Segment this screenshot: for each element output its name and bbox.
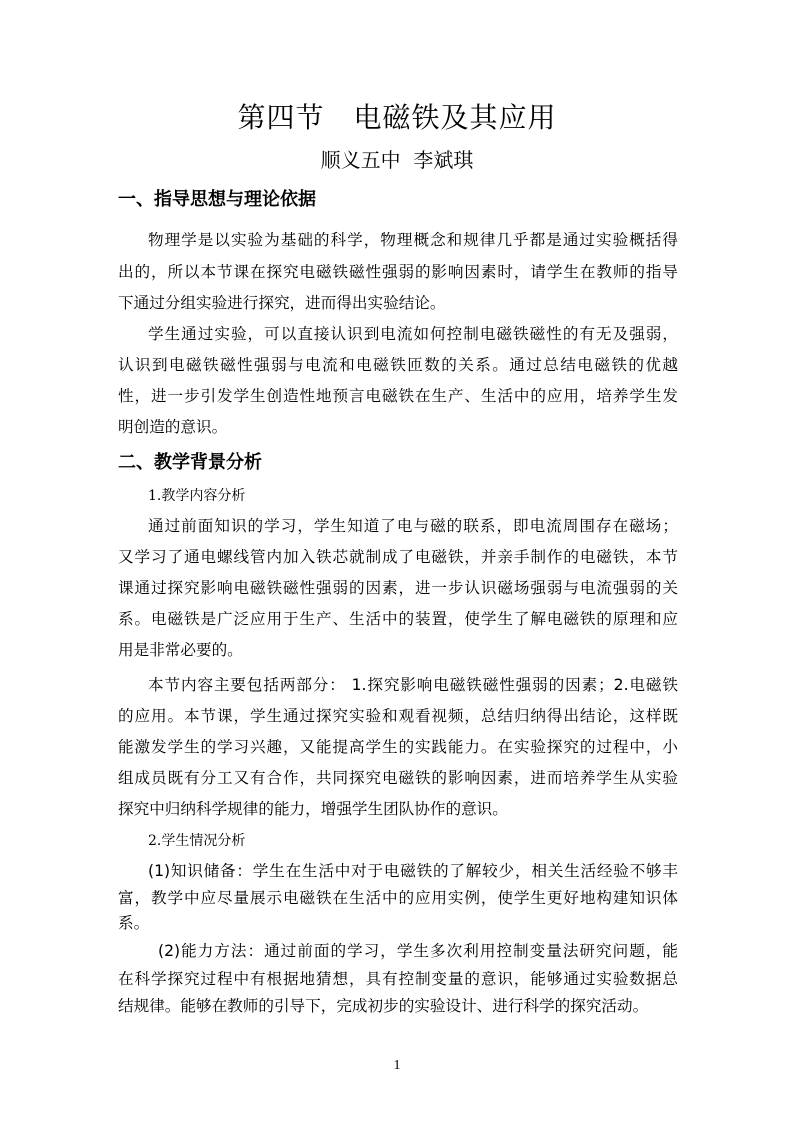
paragraph-line: 下通过分组实验进行探究，进而得出实验结论。 (118, 294, 446, 312)
document-author: 顺义五中 李斌琪 (320, 148, 474, 172)
paragraph-line: 又学习了通电螺线管内加入铁芯就制成了电磁铁，并亲手制作的电磁铁，本节 (118, 548, 678, 566)
paragraph-line: 富，教学中应尽量展示电磁铁在生活中的应用实例，使学生更好地构建知识体 (118, 889, 678, 907)
section-heading-2: 二、教学背景分析 (118, 452, 262, 473)
paragraph-line: 明创造的意识。 (118, 418, 228, 436)
page-number: 1 (393, 1058, 401, 1073)
paragraph-line: 用是非常必要的。 (118, 641, 243, 659)
paragraph-line: 性，进一步引发学生创造性地预言电磁铁在生产、生活中的应用，培养学生发 (118, 387, 678, 405)
paragraph-line: 的应用。本节课，学生通过探究实验和观看视频，总结归纳得出结论，这样既 (118, 707, 678, 725)
paragraph-line: 系。 (118, 914, 150, 932)
paragraph-line: 在科学探究过程中有根据地猜想，具有控制变量的意识，能够通过实验数据总 (118, 970, 678, 988)
paragraph-line: 认识到电磁铁磁性强弱与电流和电磁铁匝数的关系。通过总结电磁铁的优越 (118, 356, 678, 374)
section-heading-1: 一、指导思想与理论依据 (118, 189, 316, 210)
paragraph-line: 探究中归纳科学规律的能力，增强学生团队协作的意识。 (118, 800, 508, 818)
subsection-heading-1: 1.教学内容分析 (148, 488, 246, 504)
document-title: 第四节 电磁铁及其应用 (237, 101, 557, 134)
paragraph-line: 课通过探究影响电磁铁磁性强弱的因素，进一步认识磁场强弱与电流强弱的关 (118, 579, 678, 597)
paragraph-line: (2)能力方法：通过前面的学习，学生多次利用控制变量法研究问题，能 (158, 942, 678, 960)
paragraph-line: (1)知识储备：学生在生活中对于电磁铁的了解较少，相关生活经验不够丰 (148, 862, 678, 880)
paragraph-line: 系。电磁铁是广泛应用于生产、生活中的装置，使学生了解电磁铁的原理和应 (118, 610, 678, 628)
paragraph-line: 组成员既有分工又有合作，共同探究电磁铁的影响因素，进而培养学生从实验 (118, 769, 678, 787)
paragraph-line: 物理学是以实验为基础的科学，物理概念和规律几乎都是通过实验概括得 (148, 231, 678, 249)
paragraph-line: 通过前面知识的学习，学生知道了电与磁的联系，即电流周围存在磁场； (148, 517, 678, 535)
paragraph-line: 本节内容主要包括两部分： 1.探究影响电磁铁磁性强弱的因素；2.电磁铁 (148, 676, 678, 694)
paragraph-line: 出的，所以本节课在探究电磁铁磁性强弱的影响因素时，请学生在教师的指导 (118, 263, 678, 281)
paragraph-line: 能激发学生的学习兴趣，又能提高学生的实践能力。在实验探究的过程中，小 (118, 738, 678, 756)
paragraph-line: 结规律。能够在教师的引导下，完成初步的实验设计、进行科学的探究活动。 (118, 997, 649, 1015)
subsection-heading-2: 2.学生情况分析 (148, 833, 246, 849)
paragraph-line: 学生通过实验，可以直接认识到电流如何控制电磁铁磁性的有无及强弱， (148, 325, 678, 343)
